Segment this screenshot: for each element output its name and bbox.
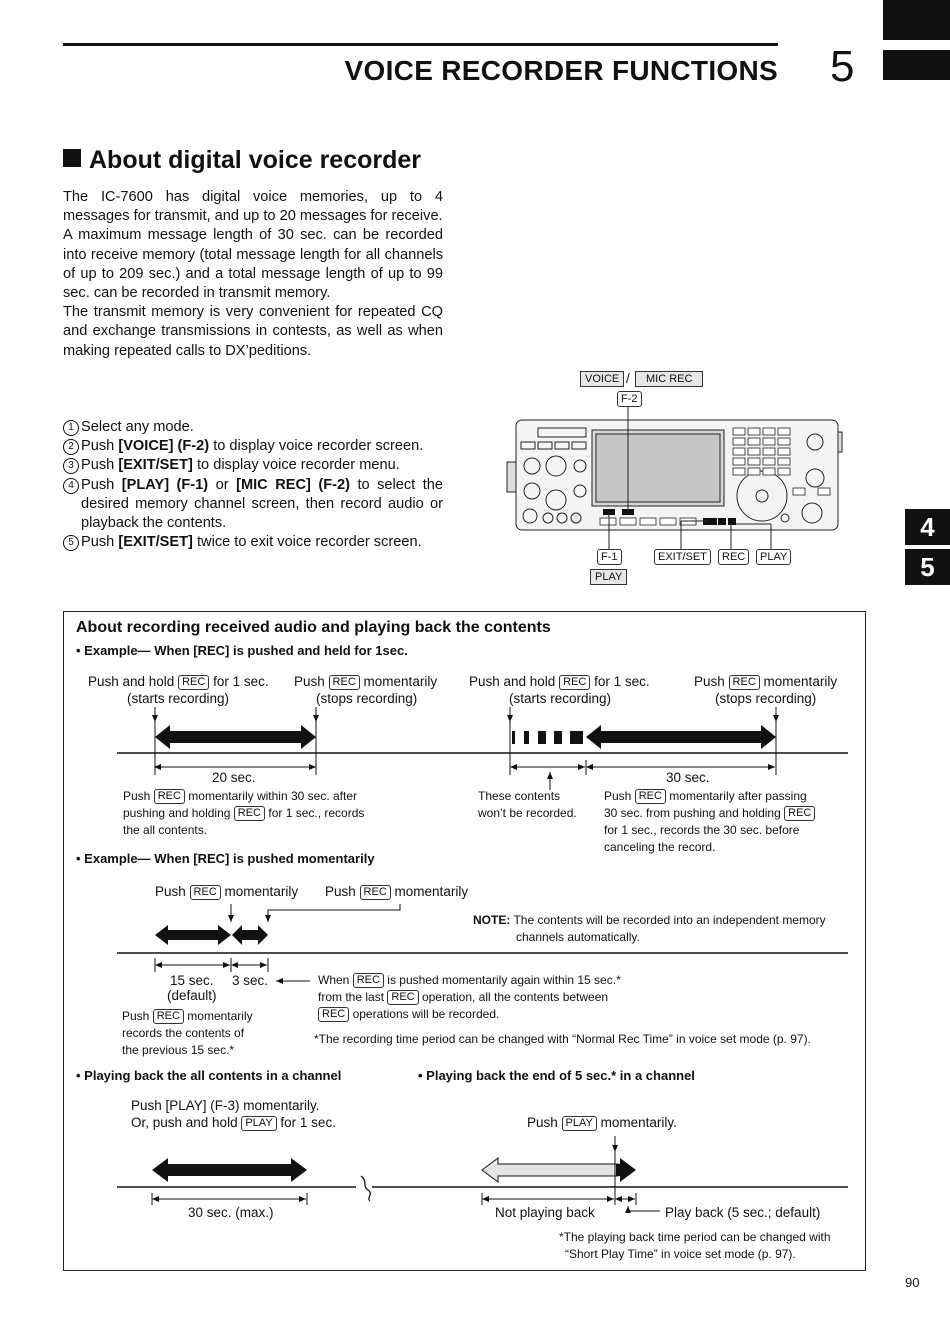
rec-key-icon: REC [153,1009,184,1024]
label-push-hold: Push and hold REC for 1 sec. [88,674,269,689]
voice-key-label: VOICE [580,371,624,387]
rec-key-icon: REC [154,789,185,804]
note-1: Push REC momentarily within 30 sec. after pushing and holding REC for 1 sec., records the all contents. [123,789,365,837]
play-instruction: Push [PLAY] (F-3) momentarily. [131,1098,320,1113]
intro-paragraph: The transmit memory is very convenient for repeated CQ and exchange transmissions in contests, as well as when making repeated calls to DX’peditions. [63,304,443,359]
example-heading: • Playing back the all contents in a channel [76,1068,342,1083]
rec-key-icon: REC [729,675,760,690]
label-push-mom: Push REC momentarily [694,674,838,689]
note-block: NOTE: The contents will be recorded into an independent memory channels automatically. [473,913,826,944]
label-push-mom: Push REC momentarily [294,674,438,689]
box-title: About recording received audio and playing back the contents [76,619,551,636]
play-key-icon: PLAY [241,1116,276,1131]
default-label: (default) [167,988,217,1003]
play-instruction: Or, push and hold PLAY for 1 sec. [131,1115,336,1130]
intro-paragraph: A maximum message length of 30 sec. can be recorded into receive memory (total message length for all channels of up to 209 sec.) and a total message length of up to 99 sec. can be recorded in transmit memory. [63,227,443,302]
intro-paragraph: The IC-7600 has digital voice memories, up to 4 messages for transmit, and up to 20 messages for receive. [63,189,443,225]
duration-30: 30 sec. [666,770,710,785]
example-heading: • Example— When [REC] is pushed momentarily [76,851,375,866]
duration-20: 20 sec. [212,770,256,785]
mom-note: Push REC momentarily records the contents of the previous 15 sec.* [122,1009,253,1057]
step-text: or [208,476,237,493]
label-push-hold: Push and hold REC for 1 sec. [469,674,650,689]
step-key: [MIC REC] (F-2) [236,476,350,493]
slash-text: / [626,371,630,386]
duration-15: 15 sec. [170,973,214,988]
step-text: Push [81,476,122,493]
label-stops: (stops recording) [316,691,418,706]
push-play-instruction: Push PLAY momentarily. [527,1115,677,1130]
step-key: [EXIT/SET] [118,457,193,474]
footnote-play-time: *The playing back time period can be changed with “Short Play Time” in voice set mode (p. 97). [559,1230,831,1261]
rec-key-icon: REC [178,675,209,690]
section-title-text: About digital voice recorder [89,146,422,174]
rec-key-icon: REC [329,675,360,690]
mic-rec-key-label: MIC REC [635,371,703,387]
example-heading: • Playing back the end of 5 sec.* in a channel [418,1068,695,1083]
step-text: to display voice recorder screen. [209,438,424,455]
step-text: Push [81,457,119,474]
example-heading: • Example— When [REC] is pushed and held for 1sec. [76,643,408,658]
rec-key-icon: REC [559,675,590,690]
not-recorded-note: These contents won’t be recorded. [478,789,577,820]
footnote-rec-time: *The recording time period can be changed with “Normal Rec Time” in voice set mode (p. 97). [314,1032,811,1046]
rec-key-icon: REC [635,789,666,804]
step-text: Push [81,438,119,455]
exit-set-key-label: EXIT/SET [654,549,711,565]
step-text: twice to exit voice recorder screen. [192,534,422,551]
step-key: [EXIT/SET] [118,534,193,551]
rec-key-icon: REC [353,973,384,988]
f1-key-label: F-1 [597,549,622,565]
label-starts: (starts recording) [127,691,230,706]
rec-key-label: REC [718,549,749,565]
label-push-mom: Push REC momentarily [155,884,299,899]
rec-key-icon: REC [318,1007,349,1022]
f2-key-label: F-2 [617,391,642,407]
chapter-number: 5 [830,42,855,91]
side-tab-4[interactable]: 4 [905,509,950,545]
duration-30-max: 30 sec. (max.) [188,1205,274,1220]
step-key: [PLAY] (F-1) [121,476,209,493]
step-text: Push [81,534,119,551]
step-number: 4 [63,478,79,494]
step-number: 1 [63,420,79,436]
step-text: to display voice recorder menu. [192,457,400,474]
page-number: 90 [905,1275,920,1290]
step-number: 3 [63,458,79,474]
label-starts: (starts recording) [509,691,612,706]
step-text: Select any mode. [81,419,194,435]
step-text: to select the desired memory channel screen, then record audio or playback the contents. [81,476,443,532]
play-key-label: PLAY [756,549,791,565]
rec-key-icon: REC [387,990,418,1005]
rec-key-icon: REC [784,806,815,821]
step-number: 5 [63,535,79,551]
when-note: When REC is pushed momentarily again within 15 sec.* from the last REC operation, all the contents between REC operations will be recorded. [318,973,621,1021]
rec-key-icon: REC [190,885,221,900]
not-playing-label: Not playing back [495,1205,595,1220]
play-key-icon: PLAY [562,1116,597,1131]
play-back-label: Play back (5 sec.; default) [665,1205,821,1220]
rec-key-icon: REC [234,806,265,821]
page-title: VOICE RECORDER FUNCTIONS [344,55,778,86]
label-stops: (stops recording) [715,691,817,706]
step-key: [VOICE] (F-2) [118,438,210,455]
side-tab-5[interactable]: 5 [905,549,950,585]
duration-3: 3 sec. [232,973,269,988]
rec-key-icon: REC [360,885,391,900]
step-number: 2 [63,439,79,455]
label-push-mom: Push REC momentarily [325,884,469,899]
note-2: Push REC momentarily after passing 30 sec. from pushing and holding REC for 1 sec., records the 30 sec. before canceling the record. [604,788,815,856]
play-key-label-left: PLAY [590,569,627,585]
